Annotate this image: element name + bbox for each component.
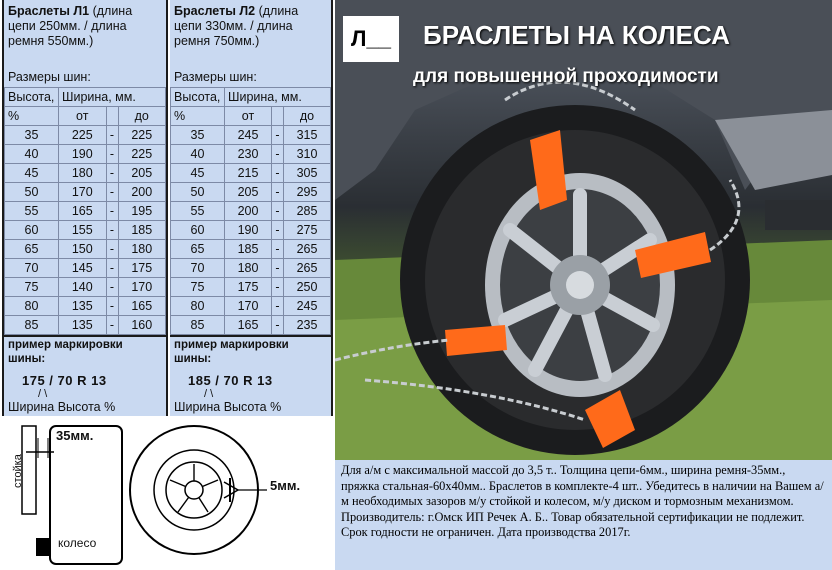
height-cell: 60	[5, 221, 59, 240]
marking-example-value: 175 / 70 R 13	[22, 372, 107, 388]
height-cell: 65	[5, 240, 59, 259]
table-l2-title: Браслеты Л2	[174, 4, 256, 18]
dash-cell: -	[272, 316, 284, 335]
table-l1-grid	[4, 87, 166, 335]
table-l2	[170, 0, 333, 416]
width-to-cell: 170	[118, 278, 166, 297]
table-l1-title: Браслеты Л1	[8, 4, 90, 18]
height-cell: 55	[171, 202, 225, 221]
table-row	[171, 183, 331, 202]
height-cell: 35	[171, 126, 225, 145]
marking-example-title: пример маркировки шины:	[8, 339, 123, 365]
table-row	[5, 183, 166, 202]
width-to-cell: 225	[118, 145, 166, 164]
height-cell: 40	[5, 145, 59, 164]
table-row	[171, 240, 331, 259]
strut-label: стойка	[12, 454, 24, 488]
dash-cell: -	[272, 240, 284, 259]
width-from-cell: 190	[59, 145, 107, 164]
width-to-cell: 305	[284, 164, 331, 183]
width-from-cell: 135	[59, 297, 107, 316]
height-cell: 60	[171, 221, 225, 240]
width-to-cell: 310	[284, 145, 331, 164]
width-from-cell: 170	[225, 297, 272, 316]
table-row	[5, 316, 166, 335]
width-from-cell: 150	[59, 240, 107, 259]
table-row	[171, 145, 331, 164]
table-row	[5, 221, 166, 240]
gap-front-label: 5мм.	[270, 478, 301, 493]
width-to-cell: 295	[284, 183, 331, 202]
height-cell: 50	[5, 183, 59, 202]
clearance-diagram	[2, 418, 335, 570]
table-row	[5, 240, 166, 259]
width-from-cell: 170	[59, 183, 107, 202]
table-row	[171, 221, 331, 240]
table-row	[5, 297, 166, 316]
width-from-cell: 190	[225, 221, 272, 240]
width-to-cell: 265	[284, 240, 331, 259]
dash-cell: -	[106, 297, 118, 316]
table-l2-sizes-label: Размеры шин:	[174, 70, 257, 84]
table-row	[5, 278, 166, 297]
width-from-cell: 165	[225, 316, 272, 335]
gap-side-label: 35мм.	[56, 428, 94, 443]
dash-cell: -	[272, 202, 284, 221]
height-cell: 80	[171, 297, 225, 316]
height-cell: 45	[5, 164, 59, 183]
width-from-cell: 175	[225, 278, 272, 297]
width-from-cell: 245	[225, 126, 272, 145]
table-row	[171, 164, 331, 183]
dash-cell: -	[272, 164, 284, 183]
marking-example-l1	[4, 335, 166, 415]
table-row	[171, 259, 331, 278]
table-l2-grid	[170, 87, 331, 335]
width-to-cell: 275	[284, 221, 331, 240]
table-l1-sizes-label: Размеры шин:	[8, 70, 91, 84]
dash-cell: -	[106, 259, 118, 278]
dash-cell: -	[106, 183, 118, 202]
dash-cell: -	[272, 145, 284, 164]
width-from-cell: 165	[59, 202, 107, 221]
dash-cell: -	[272, 183, 284, 202]
dash-cell: -	[106, 164, 118, 183]
height-cell: 70	[5, 259, 59, 278]
width-to-cell: 225	[118, 126, 166, 145]
dash-cell: -	[272, 126, 284, 145]
width-from-cell: 205	[225, 183, 272, 202]
width-from-cell: 215	[225, 164, 272, 183]
table-l1-note: (длина цепи 250мм. / длина ремня 550мм.)	[8, 4, 133, 48]
width-from-cell: 225	[59, 126, 107, 145]
width-to-cell: 265	[284, 259, 331, 278]
height-cell: 85	[171, 316, 225, 335]
height-cell: 70	[171, 259, 225, 278]
width-from-cell: 230	[225, 145, 272, 164]
width-to-cell: 180	[118, 240, 166, 259]
table-l1	[2, 0, 168, 416]
dash-cell: -	[106, 240, 118, 259]
dash-cell: -	[106, 202, 118, 221]
table-row	[5, 164, 166, 183]
height-cell: 45	[171, 164, 225, 183]
width-from-cell: 185	[225, 240, 272, 259]
table-row	[171, 278, 331, 297]
col-height: Высота,	[171, 88, 225, 107]
height-cell: 80	[5, 297, 59, 316]
dash-cell: -	[106, 278, 118, 297]
marking-example-value: 185 / 70 R 13	[188, 372, 273, 388]
width-to-cell: 315	[284, 126, 331, 145]
height-cell: 40	[171, 145, 225, 164]
dash-cell: -	[106, 126, 118, 145]
width-to-cell: 185	[118, 221, 166, 240]
col-from: от	[225, 107, 272, 126]
width-from-cell: 155	[59, 221, 107, 240]
dash-cell: -	[106, 316, 118, 335]
marking-arrows: / \	[204, 388, 214, 401]
marking-example-labels: Ширина Высота %	[174, 400, 282, 415]
marking-example-l2	[170, 335, 331, 415]
col-width: Ширина, мм.	[59, 88, 166, 107]
table-row	[171, 297, 331, 316]
banner-title: БРАСЛЕТЫ НА КОЛЕСА	[423, 20, 730, 50]
width-to-cell: 205	[118, 164, 166, 183]
col-height: Высота,	[5, 88, 59, 107]
width-to-cell: 250	[284, 278, 331, 297]
marking-arrows: / \	[38, 388, 48, 401]
marking-example-title: пример маркировки шины:	[174, 339, 289, 365]
dash-cell: -	[272, 221, 284, 240]
width-to-cell: 245	[284, 297, 331, 316]
clearance-drawing	[2, 418, 335, 570]
product-description: Для а/м с максимальной массой до 3,5 т.. Толщина цепи-6мм., ширина ремня-35мм., пряжка стальная-60х40мм.. Браслетов в комплекте-4 шт.. Убедитесь в наличии на Вашем а/м необходимых зазоров м/у стойкой и колесом, м/у диском и тормозным механизмом. Производитель: г.Омск ИП Речек А. Б.. Товар обязательной сертификации не подлежит. Срок годности не ограничен. Дата производства 2017г.	[335, 460, 832, 570]
banner-subtitle: для повышенной проходимости	[413, 66, 719, 87]
width-from-cell: 180	[59, 164, 107, 183]
width-from-cell: 200	[225, 202, 272, 221]
width-to-cell: 160	[118, 316, 166, 335]
product-photo	[335, 0, 832, 460]
width-from-cell: 135	[59, 316, 107, 335]
width-from-cell: 145	[59, 259, 107, 278]
width-to-cell: 175	[118, 259, 166, 278]
height-cell: 65	[171, 240, 225, 259]
dash-cell: -	[106, 221, 118, 240]
table-row	[171, 316, 331, 335]
col-width: Ширина, мм.	[225, 88, 331, 107]
table-row	[5, 259, 166, 278]
width-to-cell: 165	[118, 297, 166, 316]
col-height-unit: %	[171, 107, 225, 126]
width-to-cell: 200	[118, 183, 166, 202]
col-from: от	[59, 107, 107, 126]
table-row	[5, 126, 166, 145]
height-cell: 75	[5, 278, 59, 297]
table-l2-note: (длина цепи 330мм. / длина ремня 750мм.)	[174, 4, 299, 48]
height-cell: 35	[5, 126, 59, 145]
table-row	[5, 202, 166, 221]
col-to: до	[118, 107, 166, 126]
table-row	[171, 126, 331, 145]
dash-cell: -	[272, 259, 284, 278]
width-to-cell: 195	[118, 202, 166, 221]
width-from-cell: 140	[59, 278, 107, 297]
height-cell: 75	[171, 278, 225, 297]
dash-cell: -	[106, 145, 118, 164]
height-cell: 55	[5, 202, 59, 221]
col-to: до	[284, 107, 331, 126]
wheel-label: колесо	[58, 536, 97, 550]
table-row	[5, 145, 166, 164]
width-to-cell: 285	[284, 202, 331, 221]
dash-cell: -	[272, 297, 284, 316]
marking-example-labels: Ширина Высота %	[8, 400, 116, 415]
col-height-unit: %	[5, 107, 59, 126]
dash-cell: -	[272, 278, 284, 297]
width-to-cell: 235	[284, 316, 331, 335]
height-cell: 50	[171, 183, 225, 202]
height-cell: 85	[5, 316, 59, 335]
width-from-cell: 180	[225, 259, 272, 278]
brand-sign: Л__	[343, 16, 399, 62]
table-row	[171, 202, 331, 221]
